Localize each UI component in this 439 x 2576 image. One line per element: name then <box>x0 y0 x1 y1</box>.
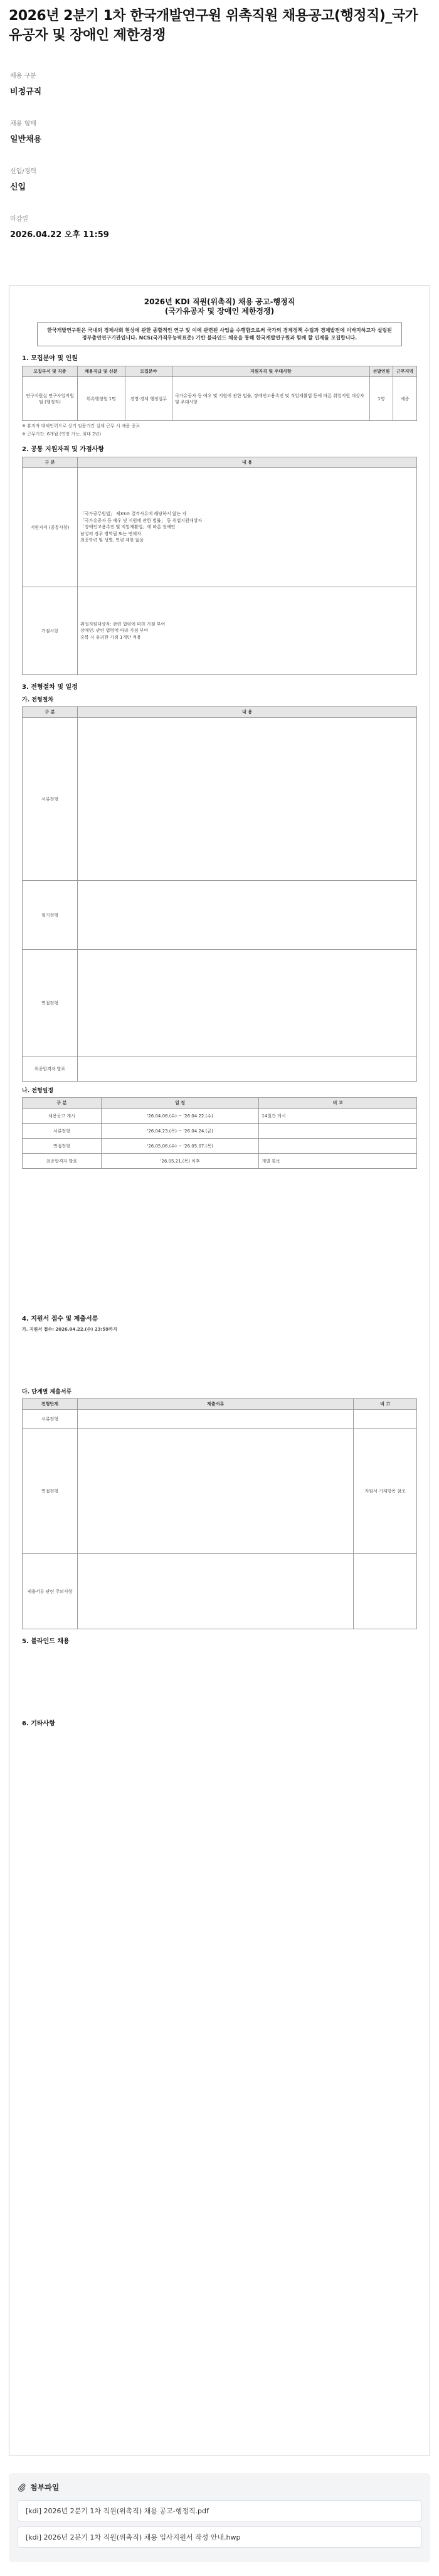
table-cell: 채용공고 게시 <box>23 1109 102 1124</box>
table-cell: 연구지원실 연구사업지원팀 (행정직) <box>23 377 78 421</box>
attachment-link[interactable]: [kdi] 2026년 2분기 1차 직원(위촉직) 채용 입사지원서 작성 안내.hwp <box>18 2526 421 2548</box>
meta-hiring-form <box>10 118 430 144</box>
attachments-panel <box>9 2473 430 2562</box>
meta-value: 비정규직 <box>10 87 42 97</box>
section-heading: 5. 블라인드 채용 <box>22 1638 70 1645</box>
subsection-heading: 나. 전형일정 <box>22 1088 54 1094</box>
table-cell: 지원서 기재항목 참조 <box>354 1429 417 1554</box>
table-note: ※ 휴직자 대체인력으로 상기 임용기간 실제 근무 시 채용 종료 <box>22 423 140 428</box>
table-cell: '26.04.23.(목) ~ '26.04.24.(금) <box>101 1124 259 1139</box>
table-cell: 면접전형 <box>23 1429 78 1554</box>
meta-career-level <box>10 166 430 192</box>
table-cell <box>354 1410 417 1429</box>
meta-employment-type <box>10 70 430 97</box>
list-item: 중복 시 유리한 가점 1개만 적용 <box>80 634 141 640</box>
table-header: 모집분야 <box>125 366 172 377</box>
table-cell: 가점사항 <box>23 587 78 675</box>
table-header: 채용직급 및 신분 <box>78 366 125 377</box>
procedure-text-block <box>22 1169 417 1307</box>
table-cell: '26.04.08.(수) ~ '26.04.22.(수) <box>101 1109 259 1124</box>
table-cell: 면접전형 <box>23 1139 102 1154</box>
subsection-heading: 다. 단계별 제출서류 <box>22 1389 72 1395</box>
meta-deadline <box>10 213 430 240</box>
paperclip-icon <box>18 2483 26 2492</box>
table-cell: 지원자격 (공통사항) <box>23 468 78 587</box>
list-item: 「국가공무원법」 제33조 결격사유에 해당하지 않는 자 <box>80 511 187 517</box>
table-header: 구 분 <box>23 707 78 718</box>
table-cell <box>354 1554 417 1629</box>
table-cell <box>78 1554 354 1629</box>
poster-subtitle: (국가유공자 및 장애인 제한경쟁) <box>164 307 275 316</box>
table-header: 전형단계 <box>23 1399 78 1410</box>
meta-label: 채용 구분 <box>10 73 36 80</box>
blind-hiring-text-block <box>22 1649 417 1711</box>
table-cell <box>78 1056 417 1082</box>
posting-title: 2026년 2분기 1차 한국개발연구원 위촉직원 채용공고(행정직)_국가유공자 및 장애인 제한경쟁 <box>9 8 418 43</box>
table-header: 일 정 <box>101 1098 259 1109</box>
recruit-table <box>22 366 417 421</box>
meta-label: 마감일 <box>10 216 28 223</box>
list-item: 남성의 경우 병역필 또는 면제자 <box>80 531 141 536</box>
table-cell: 최종합격자 발표 <box>23 1154 102 1169</box>
posting-detail-image <box>9 285 430 2456</box>
table-header: 근무지역 <box>393 366 417 377</box>
section-heading: 2. 공통 지원자격 및 가점사항 <box>22 446 104 453</box>
table-cell <box>259 1139 417 1154</box>
table-cell: 1명 <box>369 377 393 421</box>
table-cell <box>78 1410 354 1429</box>
table-cell: 면접전형 <box>23 950 78 1056</box>
subsection-heading: 가. 전형절차 <box>22 697 54 703</box>
process-table <box>22 706 417 1082</box>
poster-intro: 한국개발연구원은 국내외 경제사회 현상에 관한 종합적인 연구 및 이에 관련된 사업을 수행함으로써 국가의 경제정책 수립과 경제발전에 이바지하고자 설립된 정부출연연구기관입니다. NCS(국가직무능력표준) 기반 블라인드 채용을 통해 한국개발연구원과 함께 할 인재를 모집합니다. <box>37 322 402 346</box>
meta-label: 채용 형태 <box>10 120 36 127</box>
table-cell: 세종 <box>393 377 417 421</box>
section-heading: 6. 기타사항 <box>22 1720 55 1727</box>
table-cell <box>78 881 417 950</box>
table-cell: 위촉행정원 1명 <box>78 377 125 421</box>
table-header: 지원자격 및 우대사항 <box>172 366 369 377</box>
section-heading: 3. 전형절차 및 일정 <box>22 684 78 691</box>
table-header: 내 용 <box>78 457 417 468</box>
table-cell <box>259 1124 417 1139</box>
list-item: 취업지원대상자: 관련 법령에 따라 가점 부여 <box>80 621 166 627</box>
list-item: 장애인: 관련 법령에 따라 가점 부여 <box>80 628 149 634</box>
attachments-heading-label: 첨부파일 <box>30 2483 60 2492</box>
application-text-block <box>22 1333 417 1383</box>
table-header: 구 분 <box>23 457 78 468</box>
attachments-heading <box>18 2482 421 2493</box>
list-item: 「장애인고용촉진 및 직업재활법」에 따른 장애인 <box>80 524 176 530</box>
table-cell: 서류전형 <box>23 1410 78 1429</box>
posting-header <box>0 0 439 240</box>
table-cell <box>78 1429 354 1554</box>
table-cell: 최종합격자 발표 <box>23 1056 78 1082</box>
table-header: 비 고 <box>259 1098 417 1109</box>
meta-value: 신입 <box>10 183 26 192</box>
table-cell <box>78 950 417 1056</box>
other-notes-text-block <box>22 1731 417 1919</box>
meta-value: 일반채용 <box>10 135 42 144</box>
table-cell: 14일간 게시 <box>259 1109 417 1124</box>
poster-title: 2026년 KDI 직원(위촉직) 채용 공고-행정직 <box>144 297 295 306</box>
section-heading: 4. 지원서 접수 및 제출서류 <box>22 1316 98 1323</box>
posting-meta <box>10 70 430 240</box>
list-item: 「국가유공자 등 예우 및 지원에 관한 법률」 등 취업지원대상자 <box>80 518 203 523</box>
table-cell: '26.05.21.(목) 이후 <box>101 1154 259 1169</box>
table-header: 비 고 <box>354 1399 417 1410</box>
table-cell: 필기전형 <box>23 881 78 950</box>
table-note: ※ 근무기간: 6개월 (연장 가능, 최대 2년) <box>22 432 102 437</box>
table-cell: 서류전형 <box>23 1124 102 1139</box>
table-header: 선발인원 <box>369 366 393 377</box>
documents-table <box>22 1398 417 1629</box>
section-heading: 1. 모집분야 및 인원 <box>22 355 78 362</box>
meta-label: 신입/경력 <box>10 168 37 175</box>
table-header: 구 분 <box>23 1098 102 1109</box>
table-header: 모집부서 및 직종 <box>23 366 78 377</box>
schedule-table <box>22 1097 417 1169</box>
list-item: 최종학력 및 성별, 연령 제한 없음 <box>80 538 144 543</box>
table-cell: 서류전형 <box>23 718 78 881</box>
attachment-link[interactable]: [kdi] 2026년 2분기 1차 직원(위촉직) 채용 공고-행정직.pdf <box>18 2500 421 2521</box>
meta-value: 2026.04.22 오후 11:59 <box>10 230 109 240</box>
table-cell <box>78 468 417 587</box>
table-cell: 제출서류 관련 주의사항 <box>23 1554 78 1629</box>
table-cell: '26.05.06.(수) ~ '26.05.07.(목) <box>101 1139 259 1154</box>
deadline-line: 가. 지원서 접수: 2026.04.22.(수) 23:59까지 <box>22 1327 117 1332</box>
table-cell <box>78 718 417 881</box>
table-cell <box>78 587 417 675</box>
table-header: 내 용 <box>78 707 417 718</box>
table-header: 제출서류 <box>78 1399 354 1410</box>
qualification-table <box>22 457 417 675</box>
table-cell: 개별 통보 <box>259 1154 417 1169</box>
table-cell: 국가유공자 등 예우 및 지원에 관한 법률, 장애인고용촉진 및 직업재활법 등에 따른 취업지원 대상자 및 우대사항 <box>172 377 369 421</box>
table-cell: 경영·경제 행정업무 <box>125 377 172 421</box>
